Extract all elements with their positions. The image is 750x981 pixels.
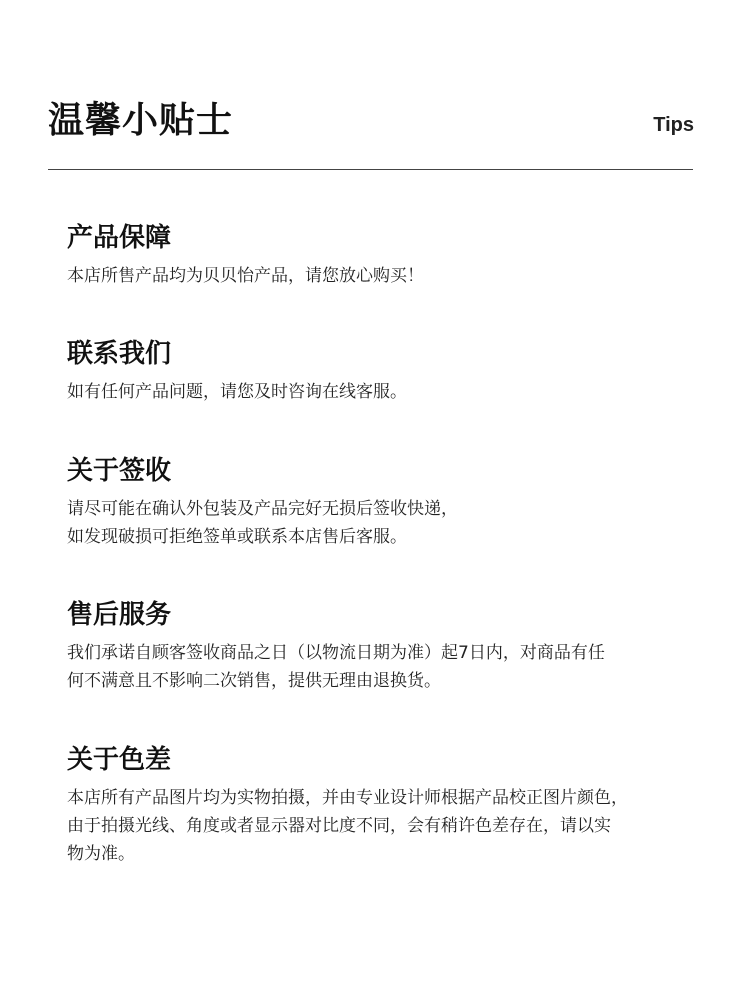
section-body (67, 495, 707, 551)
section-text-line: 如有任何产品问题，请您及时咨询在线客服。 (67, 382, 407, 402)
section-text-line: 何不满意且不影响二次销售，提供无理由退换货。 (67, 671, 441, 691)
section-about-signing (67, 453, 707, 551)
section-heading: 关于色差 (67, 745, 172, 775)
section-text-line: 本店所有产品图片均为实物拍摄，并由专业设计师根据产品校正图片颜色， (67, 788, 628, 808)
section-text-line: 请尽可能在确认外包装及产品完好无损后签收快递， (67, 499, 458, 519)
section-text-line: 由于拍摄光线、角度或者显示器对比度不同，会有稍许色差存在，请以实 (67, 816, 611, 836)
section-color-difference (67, 742, 707, 868)
section-body (67, 639, 707, 695)
section-after-sales (67, 597, 707, 695)
page-title: 温馨小贴士 (48, 100, 234, 141)
section-heading: 联系我们 (67, 339, 172, 369)
title-divider (48, 169, 693, 170)
section-heading: 产品保障 (67, 223, 172, 253)
tips-label: Tips (653, 114, 694, 136)
section-body (67, 378, 707, 406)
section-text-line: 如发现破损可拒绝签单或联系本店售后客服。 (67, 527, 407, 547)
section-contact-us (67, 336, 707, 406)
section-heading: 售后服务 (67, 600, 172, 630)
section-heading: 关于签收 (67, 456, 172, 486)
section-product-guarantee (67, 220, 707, 290)
section-text-line: 我们承诺自顾客签收商品之日（以物流日期为准）起7日内，对商品有任 (67, 643, 605, 663)
section-body (67, 262, 707, 290)
section-body (67, 784, 707, 868)
section-text-line: 物为准。 (67, 844, 135, 864)
section-text-line: 本店所售产品均为贝贝怡产品，请您放心购买！ (67, 266, 424, 286)
